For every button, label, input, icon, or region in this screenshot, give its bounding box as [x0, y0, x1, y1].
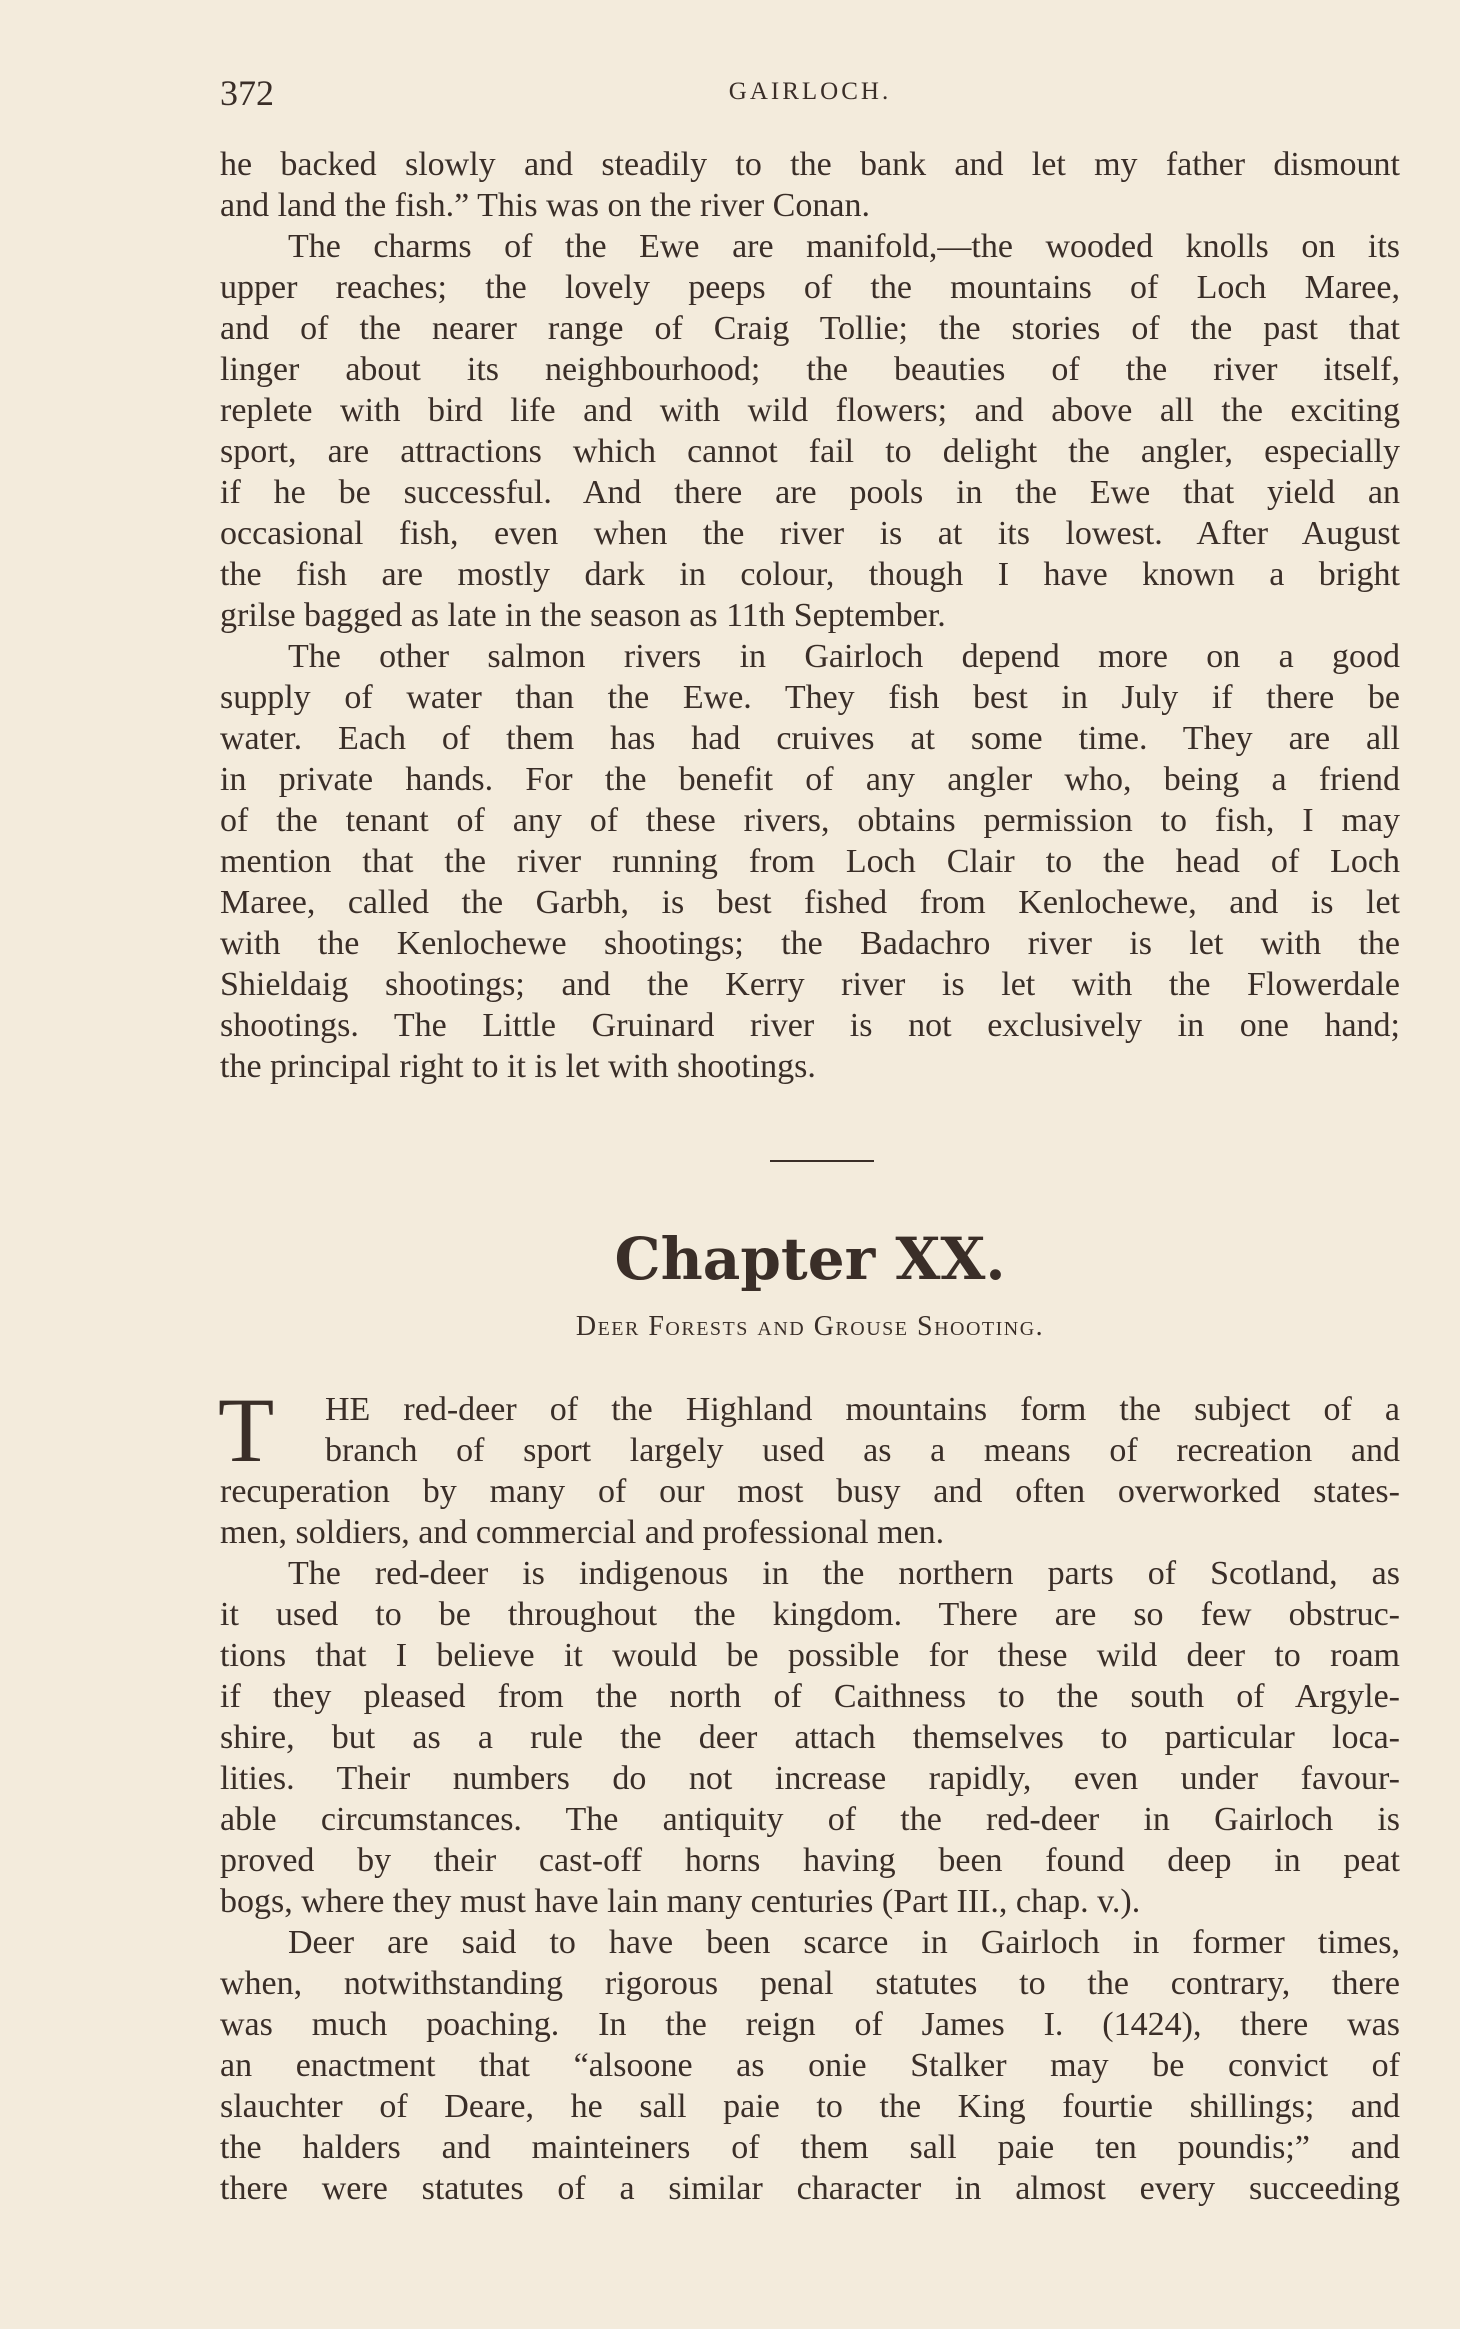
text-line: upper reaches; the lovely peeps of the mountains of Loch Maree, [220, 269, 1400, 306]
running-head: GAIRLOCH. [728, 78, 892, 105]
text-line: recuperation by many of our most busy and often overworked states- [220, 1473, 1400, 1510]
text-line: HE red-deer of the Highland mountains form the subject of a [325, 1391, 1400, 1428]
text-line: Deer are said to have been scarce in Gairloch in former times, [288, 1924, 1400, 1961]
text-line: with the Kenlochewe shootings; the Badachro river is let with the [220, 925, 1400, 962]
body-text-chapter [220, 1389, 1400, 2209]
text-line: if he be successful. And there are pools in the Ewe that yield an [220, 474, 1400, 511]
text-line: men, soldiers, and commercial and professional men. [220, 1514, 945, 1551]
chapter-subtitle: Deer Forests and Grouse Shooting. [575, 1311, 1045, 1342]
drop-cap: T [218, 1379, 275, 1481]
text-line: occasional fish, even when the river is at its lowest. After August [220, 515, 1400, 552]
text-line: lities. Their numbers do not increase rapidly, even under favour- [220, 1760, 1400, 1797]
text-line: water. Each of them has had cruives at some time. They are all [220, 720, 1400, 757]
text-line: the halders and mainteiners of them sall paie ten poundis;” and [220, 2129, 1400, 2166]
text-line: bogs, where they must have lain many centuries (Part III., chap. v.). [220, 1883, 1141, 1920]
text-line: Shieldaig shootings; and the Kerry river is let with the Flowerdale [220, 966, 1400, 1003]
text-line: tions that I believe it would be possible for these wild deer to roam [220, 1637, 1400, 1674]
body-text-top [220, 144, 1400, 1087]
text-line: he backed slowly and steadily to the bank and let my father dismount [220, 146, 1400, 183]
text-line: when, notwithstanding rigorous penal statutes to the contrary, there [220, 1965, 1400, 2002]
text-line: branch of sport largely used as a means of recreation and [325, 1432, 1400, 1469]
text-line: Maree, called the Garbh, is best fished from Kenlochewe, and is let [220, 884, 1400, 921]
text-line: proved by their cast-off horns having been found deep in peat [220, 1842, 1400, 1879]
text-line: shootings. The Little Gruinard river is not exclusively in one hand; [220, 1007, 1400, 1044]
text-line: slauchter of Deare, he sall paie to the King fourtie shillings; and [220, 2088, 1400, 2125]
text-line: able circumstances. The antiquity of the red-deer in Gairloch is [220, 1801, 1400, 1838]
text-line: the principal right to it is let with shootings. [220, 1048, 816, 1085]
text-line: and of the nearer range of Craig Tollie; the stories of the past that [220, 310, 1400, 347]
text-line: and land the fish.” This was on the river Conan. [220, 187, 870, 224]
text-line: linger about its neighbourhood; the beauties of the river itself, [220, 351, 1400, 388]
text-line: there were statutes of a similar character in almost every succeeding [220, 2170, 1400, 2207]
text-line: an enactment that “alsoone as onie Stalker may be convict of [220, 2047, 1400, 2084]
text-line: in private hands. For the benefit of any angler who, being a friend [220, 761, 1400, 798]
text-line: mention that the river running from Loch Clair to the head of Loch [220, 843, 1400, 880]
text-line: sport, are attractions which cannot fail to delight the angler, especially [220, 433, 1400, 470]
text-line: the fish are mostly dark in colour, though I have known a bright [220, 556, 1400, 593]
text-line: The red-deer is indigenous in the northern parts of Scotland, as [288, 1555, 1400, 1592]
page-number: 372 [220, 73, 274, 113]
text-line: replete with bird life and with wild flowers; and above all the exciting [220, 392, 1400, 429]
text-line: supply of water than the Ewe. They fish best in July if there be [220, 679, 1400, 716]
text-line: shire, but as a rule the deer attach themselves to particular loca- [220, 1719, 1400, 1756]
text-line: The other salmon rivers in Gairloch depend more on a good [288, 638, 1400, 675]
text-line: it used to be throughout the kingdom. There are so few obstruc- [220, 1596, 1400, 1633]
chapter-title: Chapter XX. [614, 1225, 1006, 1293]
text-line: was much poaching. In the reign of James I. (1424), there was [220, 2006, 1400, 2043]
text-line: grilse bagged as late in the season as 11th September. [220, 597, 946, 634]
text-line: if they pleased from the north of Caithness to the south of Argyle- [220, 1678, 1400, 1715]
text-line: of the tenant of any of these rivers, obtains permission to fish, I may [220, 802, 1400, 839]
text-line: The charms of the Ewe are manifold,—the wooded knolls on its [288, 228, 1400, 265]
page-header [220, 72, 1400, 116]
section-divider [770, 1160, 874, 1162]
